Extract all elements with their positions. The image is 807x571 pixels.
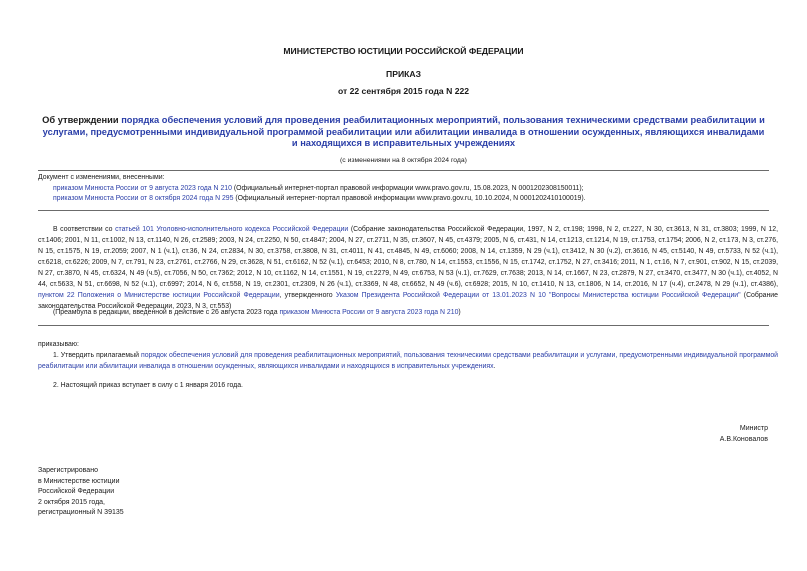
title-link[interactable]: порядка обеспечения условий для проведения реабилитационных мероприятий, пользования техническими средствами реабилитации и услугами, предусмотренными индивидуальной программой реабилитации или абилитации инвалида в отношении осужденных, являющихся инвалидами и находящихся в исправительных учреждениях [42,115,765,149]
preamble-link-decree[interactable]: Указом Президента Российской Федерации от 13.01.2023 N 10 "Вопросы Министерства юстиции Российской Федерации" [335,292,741,299]
ministry-name: МИНИСТЕРСТВО ЮСТИЦИИ РОССИЙСКОЙ ФЕДЕРАЦИИ [283,46,524,56]
registration-line: Зарегистрировано [38,467,98,474]
amendment-link-1[interactable]: приказом Минюста России от 9 августа 2023 года N 210 [53,184,232,192]
order-item-1-text: 1. Утвердить прилагаемый [53,352,141,359]
signature-block [720,423,768,445]
title-prefix: Об утверждении [42,115,122,125]
document-title [40,115,767,150]
amendment-item [38,194,778,205]
preamble-text-1: В соответствии со [53,226,116,233]
preamble [38,224,778,312]
order-item-1 [38,350,778,372]
registration-line: 2 октября 2015 года, [38,498,106,506]
amendment-item [38,184,778,195]
amendment-text-1: (Официальный интернет-портал правовой информации www.pravo.gov.ru, 15.08.2023, N 0001202308150011); [231,184,584,192]
divider-middle [38,210,769,211]
registration-line: Российской Федерации [38,488,115,496]
registration-block [38,466,124,519]
doc-date-number: от 22 сентября 2015 года N 222 [337,86,470,96]
preamble-note [38,307,778,318]
preamble-text-2: (Собрание законодательства Российской Федерации, 1997, N 2, ст.198; 1998, N 2, ст.227, N 30, ст.3613, N 31, ст.3803; 1999, N 12, ст.1406; 2001, N 11, ст.1002, N 13, ст.1140, N 26, ст.2589; 2003, N 24, ст.2250, N 50, ст.4847; 2004, N 27, ст.2711, N 35, ст.3607, N 45, ст.4379; 2005, N 6, ст.431, N 14, ст.1213, ст.1214, N 19, ст.1753, ст.1754; 2006, N 2, ст.173, N 3, ст.276, N 15, ст.1575, N 19, ст.2059; 2007, N 1 (ч.1), ст.36, N 24, ст.2834, N 30, ст.3758, ст.3808, N 31, ст.4011, N 41, ст.4845, N 49, ст.6060; 2008, N 14, ст.1359, N 29 (ч.1), ст.3412, N 30 (ч.2), ст.3616, N 45, ст.5140, N 49, ст.5733, N 52 (ч.1), ст.6218, ст.6226; 2009, N 7, ст.791, N 23, ст.2761, ст.2766, N 29, ст.3628, N 51, ст.6162, N 52 (ч.1), ст.6453; 2010, N 8, ст.780, N 14, ст.1553, ст.1556, N 15, ст.1742, ст.1752, N 27, ст.3416; 2011, N 1, ст.16, N 7, ст.901, ст.902, N 15, ст.2039, N 27, ст.3870, N 45, ст.6324, N 49 (ч.5), ст.7056, N 50, ст.7362; 2012, N 10, ст.1162, N 14, ст.1551, N 19, ст.2279, N 49, ст.6753, N 53 (ч.1), ст.7629, ст.7638; 2013, N 14, ст.1667, N 23, ст.2879, N 27, ст.3470, ст.3477, N 30 (ч.1), ст.4052, N 44, ст.5633, N 51, ст.6698, N 52 (ч.1), ст.6997; 2014, N 6, ст.558, N 19, ст.2301, ст.2309, N 26 (ч.1), ст.3369, N 48, ст.6652, N 49 (ч.6), ст.6928; 2015, N 10, ст.1410, N 13, ст.1806, N 14, ст.2016, N 17 (ч.4), ст.2478, N 29 (ч.1), ст.4386), [38,226,778,288]
order-item-1-end: . [493,363,496,370]
preamble-note-text-2: ) [458,309,461,316]
preamble-note-link[interactable]: приказом Минюста России от 9 августа 2023 года N 210 [279,309,459,316]
order-item-2: 2. Настоящий приказ вступает в силу с 1 января 2016 года. [53,382,243,389]
preamble-link-code[interactable]: статьей 101 Уголовно-исполнительного кодекса Российской Федерации [115,226,349,233]
divider-bottom [38,325,769,326]
preamble-link-regulation[interactable]: пунктом 22 Положения о Министерстве юстиции Российской Федерации [38,292,280,299]
order-item-1-link[interactable]: порядок обеспечения условий для проведения реабилитационных мероприятий, пользования техническими средствами реабилитации и услугами, предусмотренными индивидуальной программой реабилитации или абилитации инвалида в отношении осужденных, являющихся инвалидами и находящихся в исправительных учреждениях [38,352,779,370]
amendment-text-2: (Официальный интернет-портал правовой информации www.pravo.gov.ru, 10.10.2024, N 0001202410100019). [233,195,586,203]
preamble-text-4: (Собрание законодательства Российской Федерации, 2023, N 3, ст.553) [38,292,778,310]
registration-line: регистрационный N 39135 [38,509,124,517]
amendments-heading: Документ с изменениями, внесенными: [38,174,165,181]
preamble-note-text-1: (Преамбула в редакции, введенной в действие с 26 августа 2023 года [53,309,280,316]
doc-type: ПРИКАЗ [386,69,421,79]
registration-line: в Министерстве юстиции [38,477,120,485]
preamble-text-3: , утвержденного [279,292,336,299]
signature-name: А.В.Коновалов [719,436,768,444]
amendment-link-2[interactable]: приказом Минюста России от 8 октября 2024 года N 295 [53,195,234,203]
order-word: приказываю: [38,341,79,348]
change-note: (с изменениями на 8 октября 2024 года) [340,157,467,164]
divider-top [38,170,769,171]
amendments-block [38,173,778,205]
signature-position: Министр [739,425,768,432]
